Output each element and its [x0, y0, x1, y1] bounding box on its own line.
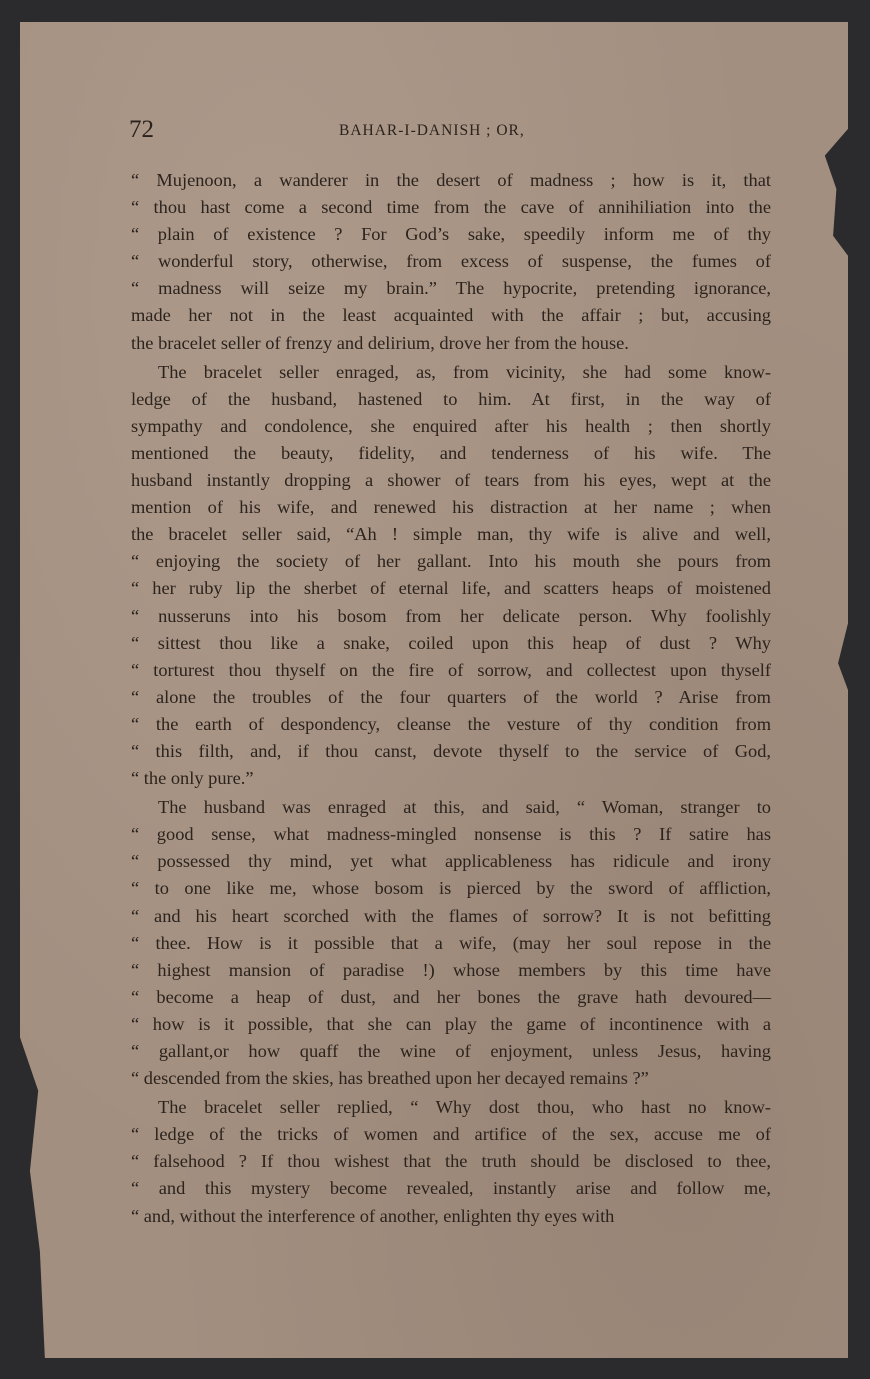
text-line: “ the only pure.” — [131, 768, 254, 789]
text-line: the bracelet seller of frenzy and delirium, drove her from the house. — [131, 332, 629, 353]
text-line: sympathy and condolence, she enquired after his health ; then shortly — [131, 415, 771, 436]
text-line: made her not in the least acquainted with the affair ; but, accusing — [131, 305, 771, 326]
text-line: “ the earth of despondency, cleanse the vesture of thy condition from — [131, 713, 771, 734]
text-line: “ how is it possible, that she can play the game of incontinence with a — [131, 1013, 771, 1034]
text-line: “ wonderful story, otherwise, from excess of suspense, the fumes of — [131, 251, 771, 272]
text-line: mentioned the beauty, fidelity, and tenderness of his wife. The — [131, 442, 771, 463]
text-line: “ alone the troubles of the four quarters of the world ? Arise from — [131, 686, 771, 707]
text-line: ledge of the husband, hastened to him. At first, in the way of — [131, 388, 771, 409]
paragraph — [131, 794, 771, 1092]
text-line: “ this filth, and, if thou canst, devote thyself to the service of God, — [131, 740, 771, 761]
text-line: The bracelet seller replied, “ Why dost thou, who hast no know- — [158, 1097, 771, 1118]
text-line: “ and this mystery become revealed, instantly arise and follow me, — [131, 1178, 771, 1199]
text-line: “ madness will seize my brain.” The hypocrite, pretending ignorance, — [131, 278, 771, 299]
paragraph — [131, 1094, 771, 1229]
text-line: “ thee. How is it possible that a wife, (may her soul repose in the — [131, 932, 771, 953]
page-header — [129, 116, 771, 146]
text-line: “ Mujenoon, a wanderer in the desert of madness ; how is it, that — [131, 170, 771, 190]
text-line: “ gallant,or how quaff the wine of enjoyment, unless Jesus, having — [131, 1041, 771, 1061]
text-line: “ and, without the interference of another, enlighten thy eyes with — [131, 1205, 615, 1226]
text-line: “ to one like me, whose bosom is pierced by the sword of affliction, — [131, 878, 771, 899]
text-line: “ ledge of the tricks of women and artifice of the sex, accuse me of — [131, 1124, 771, 1145]
text-line: “ descended from the skies, has breathed upon her decayed remains ?” — [131, 1068, 649, 1089]
running-head: BAHAR-I-DANISH ; OR, — [339, 122, 525, 139]
paragraph — [131, 359, 771, 793]
text-line: “ torturest thou thyself on the fire of sorrow, and collectest upon thyself — [131, 659, 771, 680]
body-text — [131, 167, 771, 1230]
text-line: “ become a heap of dust, and her bones the grave hath devoured— — [131, 986, 771, 1007]
text-line: “ sittest thou like a snake, coiled upon this heap of dust ? Why — [131, 632, 771, 653]
text-line: “ good sense, what madness-mingled nonsense is this ? If satire has — [131, 824, 771, 845]
text-line: “ plain of existence ? For God’s sake, speedily inform me of thy — [131, 224, 771, 245]
text-line: “ and his heart scorched with the flames of sorrow? It is not befitting — [131, 905, 771, 926]
text-line: mention of his wife, and renewed his distraction at her name ; when — [131, 497, 771, 518]
text-line: The husband was enraged at this, and said, “ Woman, stranger to — [158, 797, 771, 818]
paragraph — [131, 167, 771, 357]
text-line: “ highest mansion of paradise !) whose members by this time have — [131, 959, 771, 980]
text-line: “ nusseruns into his bosom from her delicate person. Why foolishly — [131, 605, 771, 626]
text-line: “ thou hast come a second time from the cave of annihiliation into the — [131, 197, 771, 218]
text-line: “ possessed thy mind, yet what applicableness has ridicule and irony — [131, 851, 771, 872]
text-line: husband instantly dropping a shower of tears from his eyes, wept at the — [131, 470, 771, 491]
page-number: 72 — [129, 116, 154, 143]
text-line: “ falsehood ? If thou wishest that the truth should be disclosed to thee, — [131, 1151, 771, 1172]
text-line: “ her ruby lip the sherbet of eternal life, and scatters heaps of moistened — [131, 578, 771, 599]
text-line: The bracelet seller enraged, as, from vicinity, she had some know- — [158, 361, 771, 382]
text-line: the bracelet seller said, “Ah ! simple man, thy wife is alive and well, — [131, 524, 771, 545]
text-line: “ enjoying the society of her gallant. Into his mouth she pours from — [131, 551, 771, 572]
